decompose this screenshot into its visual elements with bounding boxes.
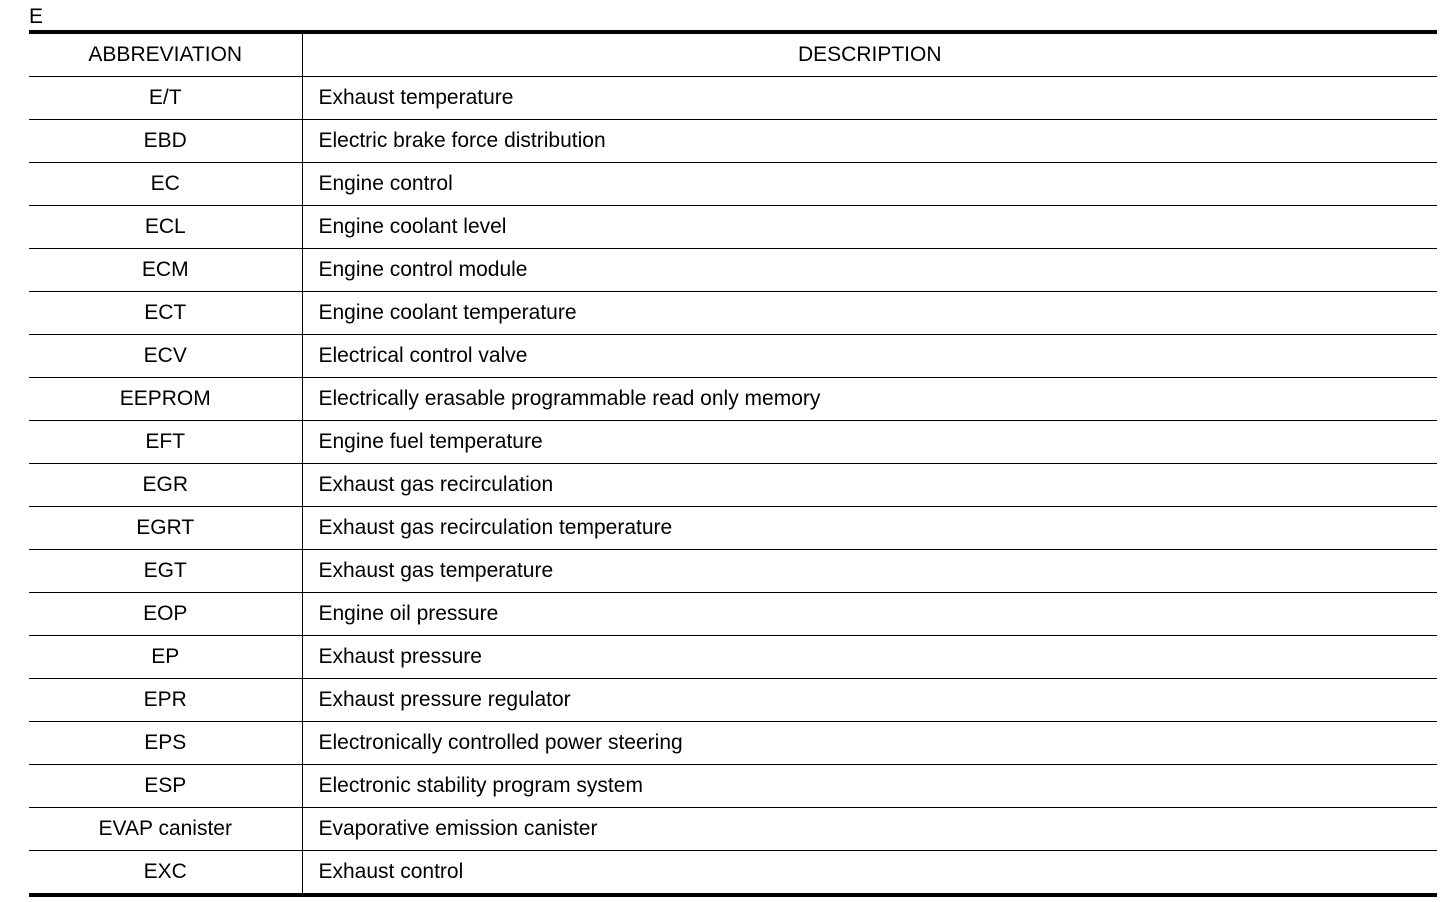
description-cell: Evaporative emission canister — [302, 808, 1437, 851]
abbreviation-cell: EEPROM — [29, 378, 302, 421]
abbreviation-cell: EC — [29, 163, 302, 206]
table-row — [29, 808, 1437, 851]
abbreviation-cell: ESP — [29, 765, 302, 808]
abbreviation-cell: EGR — [29, 464, 302, 507]
table-row — [29, 120, 1437, 163]
description-cell: Exhaust gas temperature — [302, 550, 1437, 593]
table-row — [29, 722, 1437, 765]
table-row — [29, 378, 1437, 421]
abbreviation-cell: EXC — [29, 851, 302, 896]
description-cell: Engine control module — [302, 249, 1437, 292]
description-cell: Electrically erasable programmable read only memory — [302, 378, 1437, 421]
abbreviation-cell: E/T — [29, 77, 302, 120]
description-cell: Engine coolant temperature — [302, 292, 1437, 335]
description-cell: Exhaust temperature — [302, 77, 1437, 120]
section-letter: E — [29, 5, 44, 28]
description-cell: Engine fuel temperature — [302, 421, 1437, 464]
abbreviation-cell: EBD — [29, 120, 302, 163]
description-cell: Electronically controlled power steering — [302, 722, 1437, 765]
table-header-row — [29, 32, 1437, 77]
description-cell: Exhaust pressure — [302, 636, 1437, 679]
table-row — [29, 421, 1437, 464]
table-row — [29, 765, 1437, 808]
description-cell: Engine control — [302, 163, 1437, 206]
abbreviation-cell: ECL — [29, 206, 302, 249]
abbreviation-cell: ECM — [29, 249, 302, 292]
table-row — [29, 163, 1437, 206]
abbreviation-cell: EOP — [29, 593, 302, 636]
table-row — [29, 249, 1437, 292]
description-cell: Exhaust gas recirculation temperature — [302, 507, 1437, 550]
table-row — [29, 636, 1437, 679]
abbreviation-table — [29, 30, 1437, 897]
abbreviation-cell: EGRT — [29, 507, 302, 550]
description-cell: Electric brake force distribution — [302, 120, 1437, 163]
abbreviation-cell: EGT — [29, 550, 302, 593]
table-row — [29, 593, 1437, 636]
description-cell: Exhaust control — [318, 860, 464, 883]
header-description: DESCRIPTION — [302, 32, 1437, 77]
abbreviation-cell: EPS — [29, 722, 302, 765]
description-cell: Electrical control valve — [302, 335, 1437, 378]
description-cell: Engine coolant level — [302, 206, 1437, 249]
table-row — [29, 679, 1437, 722]
table-row — [29, 77, 1437, 120]
description-cell: Exhaust gas recirculation — [302, 464, 1437, 507]
table-row — [29, 292, 1437, 335]
table-row — [29, 206, 1437, 249]
header-abbreviation: ABBREVIATION — [29, 32, 302, 77]
table-row — [29, 507, 1437, 550]
abbreviation-cell: EP — [29, 636, 302, 679]
description-cell: Electronic stability program system — [302, 765, 1437, 808]
abbreviation-cell: EFT — [29, 421, 302, 464]
table-row — [29, 464, 1437, 507]
table-row — [29, 335, 1437, 378]
abbreviation-cell: EPR — [29, 679, 302, 722]
table-row — [29, 851, 1437, 896]
description-cell: Exhaust pressure regulator — [302, 679, 1437, 722]
table-row — [29, 550, 1437, 593]
abbreviation-cell: EVAP canister — [29, 808, 302, 851]
description-cell: Engine oil pressure — [302, 593, 1437, 636]
abbreviation-cell: ECV — [29, 335, 302, 378]
abbreviation-cell: ECT — [29, 292, 302, 335]
